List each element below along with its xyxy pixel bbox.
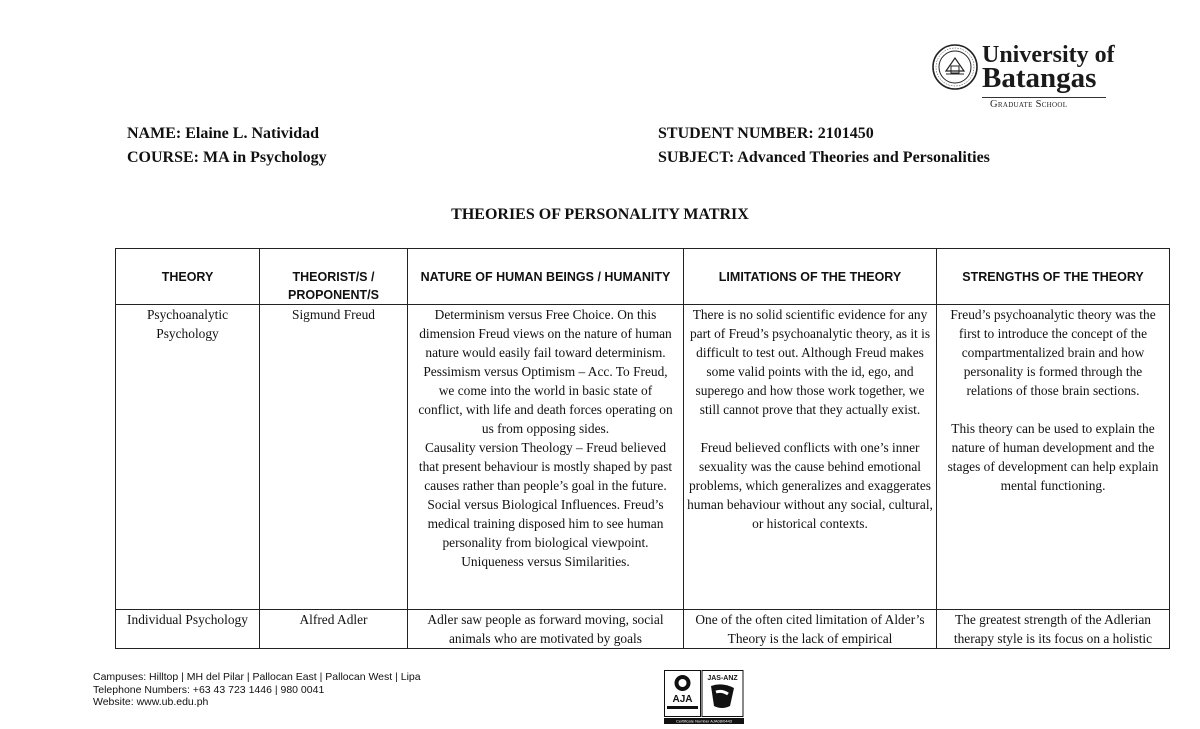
cell-theorist (260, 305, 408, 610)
university-logo (932, 42, 1115, 112)
header-theory: THEORY (116, 249, 260, 305)
limitations-paragraph: There is no solid scientific evidence for any part of Freud’s psychoanalytic theory, as it is difficult to test out. Although Freud makes some valid points with the id, ego, and superego and how those work together, we still cannot prove that they actually exist. (689, 307, 931, 417)
subject-line (658, 149, 990, 167)
table-row (116, 610, 1170, 649)
certification-mark-icon (664, 670, 744, 724)
header-nature: NATURE OF HUMAN BEINGS / HUMANITY (408, 249, 684, 305)
header-limitations: LIMITATIONS OF THE THEORY (684, 249, 937, 305)
header-theorist: THEORIST/S / PROPONENT/S (260, 249, 408, 305)
student-number: 2101450 (817, 125, 874, 142)
table-header-row (116, 249, 1170, 305)
limitations-paragraph: Freud believed conflicts with one’s inner sexuality was the cause behind emotional problems, which generalizes and exaggerates human behaviour without any social, cultural, or historical contexts. (687, 440, 933, 531)
nature-paragraph: Causality version Theology – Freud believed that present behaviour is mostly shaped by past causes rather than people’s goal in the future. (418, 440, 673, 493)
name-line (127, 125, 319, 143)
cell-strengths: The greatest strength of the Adlerian therapy style is its focus on a holistic (937, 610, 1170, 649)
table-row (116, 305, 1170, 610)
cell-strengths (937, 305, 1170, 610)
cell-nature (408, 305, 684, 610)
nature-paragraph: Determinism versus Free Choice. On this dimension Freud views on the nature of human nature would easily fail toward determinism. (419, 307, 672, 360)
course-line (127, 149, 327, 167)
cert-brand: AJA (672, 694, 693, 705)
logo-divider (982, 97, 1106, 98)
student-name: Elaine L. Natividad (185, 125, 320, 142)
strengths-paragraph: Freud’s psychoanalytic theory was the first to introduce the concept of the compartmentalized brain and how personality is formed through the relations of those brain sections. (950, 307, 1156, 398)
logo-text-graduate-school: Graduate School (990, 99, 1068, 110)
cell-limitations: One of the often cited limitation of Alder’s Theory is the lack of empirical (684, 610, 937, 649)
nature-paragraph: Uniqueness versus Similarities. (461, 554, 630, 569)
cell-theorist: Alfred Adler (260, 610, 408, 649)
personality-matrix-table (115, 248, 1170, 649)
theory-text: Psychoanalytic Psychology (146, 307, 229, 341)
subject-label: SUBJECT: (658, 149, 735, 166)
logo-text-university-of: University of (982, 42, 1115, 68)
cell-theory (116, 305, 260, 610)
course-label: COURSE: (127, 149, 200, 166)
paragraph-gap (687, 419, 933, 438)
footer-campuses: Campuses: Hilltop | MH del Pilar | Pallocan East | Pallocan West | Lipa (93, 671, 421, 683)
nature-paragraph: Pessimism versus Optimism – Acc. To Freud, we come into the world in basic state of conflict, with life and death forces operating on us from opposing sides. (418, 364, 673, 436)
theorist-text: Sigmund Freud (292, 307, 375, 322)
cell-limitations (684, 305, 937, 610)
nature-paragraph: Social versus Biological Influences. Freud’s medical training disposed him to see human personality from biological viewpoint. (427, 497, 664, 550)
footer-website: Website: www.ub.edu.ph (93, 696, 209, 708)
page-footer (93, 671, 421, 709)
name-label: NAME: (127, 125, 182, 142)
paragraph-gap (940, 400, 1166, 419)
student-course: MA in Psychology (203, 149, 327, 166)
cell-nature: Adler saw people as forward moving, social animals who are motivated by goals (408, 610, 684, 649)
cert-number: Certificate Number AJA08/0443 (675, 718, 733, 724)
header-strengths: STRENGTHS OF THE THEORY (937, 249, 1170, 305)
subject: Advanced Theories and Personalities (737, 149, 990, 166)
university-seal-icon (932, 44, 978, 90)
document-title: THEORIES OF PERSONALITY MATRIX (451, 206, 749, 223)
cell-theory: Individual Psychology (116, 610, 260, 649)
strengths-paragraph: This theory can be used to explain the nature of human development and the stages of development can help explain mental functioning. (947, 421, 1159, 493)
student-number-line (658, 125, 874, 143)
student-number-label: STUDENT NUMBER: (658, 125, 814, 142)
cert-body: JAS-ANZ (707, 675, 738, 682)
logo-text-batangas: Batangas (982, 62, 1097, 94)
footer-telephone: Telephone Numbers: +63 43 723 1446 | 980 0041 (93, 683, 325, 696)
